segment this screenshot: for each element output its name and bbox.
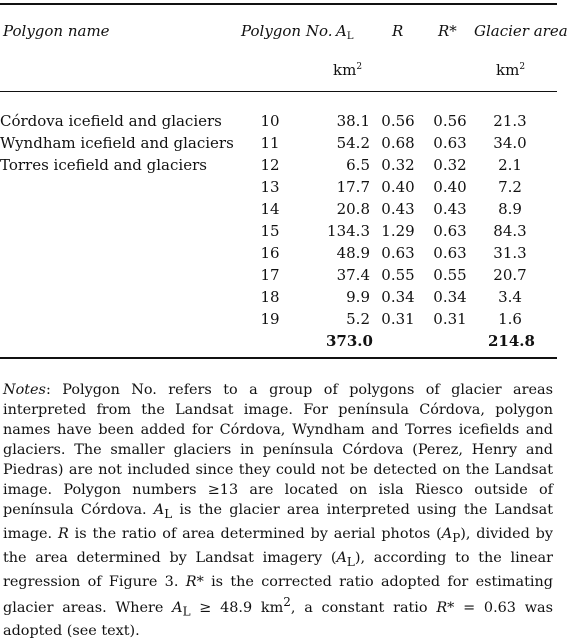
cell-al: 17.7 xyxy=(336,178,370,196)
table-body xyxy=(0,110,557,352)
table-row xyxy=(0,286,557,308)
cell-r-star: 0.56 xyxy=(433,112,467,130)
cell-r: 0.34 xyxy=(381,288,415,306)
cell-polygon-no: 11 xyxy=(260,134,280,152)
table-row xyxy=(0,198,557,220)
header-polygon-name: Polygon name xyxy=(3,22,110,40)
table-bottom-rule xyxy=(0,357,557,359)
unit-glacier-area: $km^2$ xyxy=(496,61,526,79)
header-r: R xyxy=(392,22,404,40)
cell-glacier-area: 84.3 xyxy=(493,222,527,240)
cell-polygon-no: 10 xyxy=(260,112,280,130)
table-row xyxy=(0,220,557,242)
cell-polygon-no: 14 xyxy=(260,200,280,218)
cell-glacier-area: 2.1 xyxy=(498,156,522,174)
cell-al: 9.9 xyxy=(346,288,370,306)
table-notes: Notes: Polygon No. refers to a group of polygons of glacier areas interpreted from the Landsat image. For península Córdova, polygon names have been added for Córdova, Wyndham and Torres icefields and glaciers. The smaller glaciers in península Córdova (Perez, Henry and Piedras) are not included since they could not be detected on the Landsat image. Polygon numbers ≥13 are located on isla Riesco outside of península Córdova. $A_L$ is the glacier area interpreted using the Landsat image. R is the ratio of area determined by aerial photos $(A_P)$, divided by the area determined by Landsat imagery $(A_L)$, according to the linear regression of Figure 3. R* is the corrected ratio adopted for estimating glacier areas. Where $A_L \ge 48.9$ $km^2$, a constant ratio R* = 0.63 was adopted (see text). xyxy=(3,382,553,640)
cell-polygon-no: 16 xyxy=(260,244,280,262)
cell-r: 0.40 xyxy=(381,178,415,196)
cell-polygon-name: Córdova icefield and glaciers xyxy=(0,112,222,130)
header-al: $A_L$ xyxy=(336,22,354,42)
cell-glacier-area: 8.9 xyxy=(498,200,522,218)
table-top-rule xyxy=(0,3,557,5)
cell-r: 0.32 xyxy=(381,156,415,174)
cell-al: 5.2 xyxy=(346,310,370,328)
cell-polygon-no: 13 xyxy=(260,178,280,196)
totals-row xyxy=(0,330,557,352)
cell-al: 20.8 xyxy=(336,200,370,218)
cell-polygon-no: 15 xyxy=(260,222,280,240)
table-row xyxy=(0,176,557,198)
unit-al: $km^2$ xyxy=(333,61,363,79)
cell-r-star: 0.34 xyxy=(433,288,467,306)
cell-r: 0.43 xyxy=(381,200,415,218)
cell-r: 0.55 xyxy=(381,266,415,284)
table-row xyxy=(0,110,557,132)
cell-r: 0.63 xyxy=(381,244,415,262)
header-polygon-no: Polygon No. xyxy=(241,22,333,40)
cell-r-star: 0.63 xyxy=(433,244,467,262)
cell-al: 54.2 xyxy=(336,134,370,152)
cell-polygon-no: 12 xyxy=(260,156,280,174)
cell-r-star: 0.43 xyxy=(433,200,467,218)
header-glacier-area: Glacier area xyxy=(474,22,568,40)
total-al: 373.0 xyxy=(326,332,373,350)
cell-polygon-no: 19 xyxy=(260,310,280,328)
cell-polygon-name: Wyndham icefield and glaciers xyxy=(0,134,234,152)
cell-glacier-area: 7.2 xyxy=(498,178,522,196)
table-row xyxy=(0,132,557,154)
cell-glacier-area: 20.7 xyxy=(493,266,527,284)
table-row xyxy=(0,242,557,264)
cell-r-star: 0.63 xyxy=(433,222,467,240)
cell-r-star: 0.31 xyxy=(433,310,467,328)
table-row xyxy=(0,154,557,176)
table-row xyxy=(0,264,557,286)
cell-al: 134.3 xyxy=(327,222,370,240)
total-glacier-area: 214.8 xyxy=(488,332,535,350)
notes-lead: Notes xyxy=(3,382,46,398)
cell-r-star: 0.32 xyxy=(433,156,467,174)
cell-glacier-area: 34.0 xyxy=(493,134,527,152)
cell-al: 48.9 xyxy=(336,244,370,262)
cell-r-star: 0.63 xyxy=(433,134,467,152)
cell-glacier-area: 1.6 xyxy=(498,310,522,328)
cell-polygon-no: 18 xyxy=(260,288,280,306)
cell-r: 1.29 xyxy=(381,222,415,240)
cell-polygon-no: 17 xyxy=(260,266,280,284)
header-r-star: R* xyxy=(438,22,457,40)
cell-al: 6.5 xyxy=(346,156,370,174)
cell-glacier-area: 3.4 xyxy=(498,288,522,306)
cell-glacier-area: 21.3 xyxy=(493,112,527,130)
cell-r: 0.31 xyxy=(381,310,415,328)
cell-r-star: 0.55 xyxy=(433,266,467,284)
cell-r: 0.56 xyxy=(381,112,415,130)
cell-glacier-area: 31.3 xyxy=(493,244,527,262)
cell-r-star: 0.40 xyxy=(433,178,467,196)
cell-polygon-name: Torres icefield and glaciers xyxy=(0,156,207,174)
cell-al: 38.1 xyxy=(336,112,370,130)
table-row xyxy=(0,308,557,330)
table-header-rule xyxy=(0,91,557,92)
cell-al: 37.4 xyxy=(336,266,370,284)
cell-r: 0.68 xyxy=(381,134,415,152)
